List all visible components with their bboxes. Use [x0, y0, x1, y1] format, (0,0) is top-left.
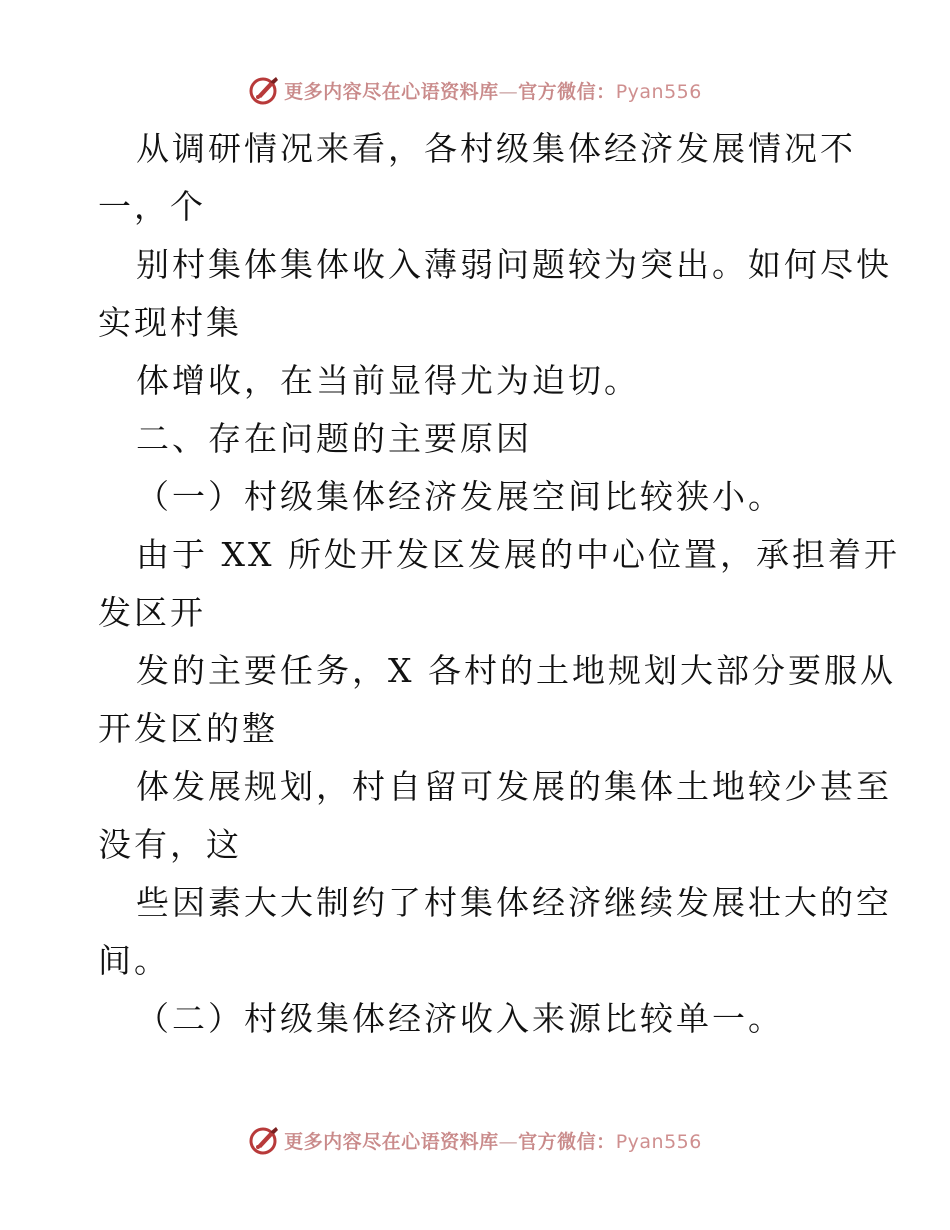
banner-wechat-id: Pyan556: [615, 80, 702, 103]
paragraph-line: 开发区的整: [98, 709, 278, 748]
paragraph-line: 没有，这: [98, 825, 242, 864]
banner-suffix: 官方微信：: [518, 1130, 616, 1153]
paragraph-line: 一，个: [98, 187, 206, 226]
paragraph-line: 发的主要任务，X 各村的土地规划大部分要服从: [136, 651, 896, 690]
ink-pen-logo-icon: [248, 1124, 280, 1156]
paragraph-line: 由于 XX 所处开发区发展的中心位置，承担着开: [136, 535, 900, 574]
banner-suffix: 官方微信：: [518, 80, 616, 103]
paragraph-line: 间。: [98, 941, 170, 980]
paragraph-line: 体发展规划，村自留可发展的集体土地较少甚至: [136, 767, 892, 806]
subsection-heading: （一）村级集体经济发展空间比较狭小。: [136, 477, 784, 516]
footer-banner: [0, 1120, 950, 1160]
paragraph-line: 些因素大大制约了村集体经济继续发展壮大的空: [136, 883, 892, 922]
banner-dash: —: [498, 1130, 519, 1153]
banner-text: [284, 77, 702, 104]
paragraph-line: 别村集体集体收入薄弱问题较为突出。如何尽快: [136, 245, 892, 284]
ink-pen-logo-icon: [248, 74, 280, 106]
document-body: [98, 120, 900, 1048]
banner-main: 更多内容尽在心语资料库: [284, 80, 499, 103]
section-heading: 二、存在问题的主要原因: [136, 419, 532, 458]
subsection-heading: （二）村级集体经济收入来源比较单一。: [136, 999, 784, 1038]
banner-main: 更多内容尽在心语资料库: [284, 1130, 499, 1153]
banner-wechat-id: Pyan556: [615, 1130, 702, 1153]
header-banner: [0, 70, 950, 110]
paragraph-line: 发区开: [98, 593, 206, 632]
banner-text: [284, 1127, 702, 1154]
paragraph-line: 从调研情况来看，各村级集体经济发展情况不: [136, 129, 856, 168]
paragraph-line: 体增收，在当前显得尤为迫切。: [136, 361, 640, 400]
paragraph-line: 实现村集: [98, 303, 242, 342]
banner-dash: —: [498, 80, 519, 103]
